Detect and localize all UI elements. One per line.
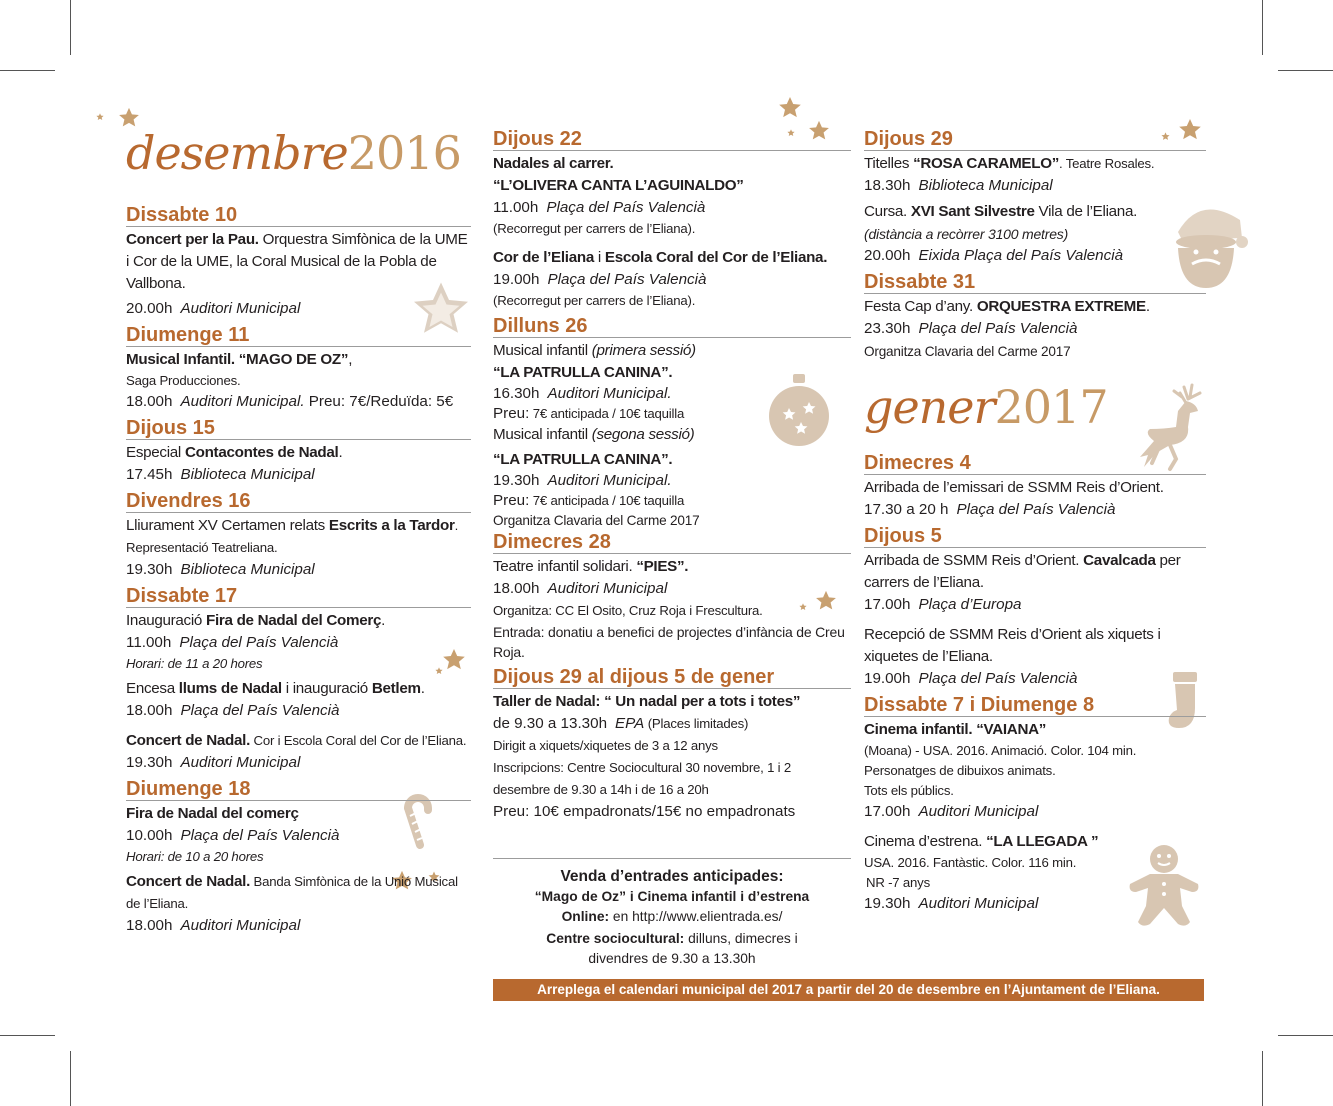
month-name: desembre <box>126 126 348 180</box>
event-subtext: Saga Producciones. <box>126 373 241 388</box>
crop-mark <box>0 70 55 71</box>
event-description <box>864 831 1206 853</box>
day-heading: Dissabte 17 <box>126 585 471 608</box>
event-time <box>864 175 1206 197</box>
event-time <box>864 801 1206 823</box>
event-description <box>493 362 851 384</box>
event-title: Concert de Nadal. <box>126 732 251 749</box>
event-desc: Cor i Escola Coral del Cor de l’Eliana. <box>250 733 467 748</box>
event-description <box>126 442 471 464</box>
event-place: Biblioteca Municipal <box>180 466 315 483</box>
event-description <box>864 550 1206 594</box>
event-entry: Entrada: donatiu a benefici de projectes d’infància de Creu Roja. <box>493 624 845 660</box>
event-hours: Horari: de 10 a 20 hores <box>126 849 264 864</box>
event-description <box>126 229 471 295</box>
event-time <box>493 578 851 600</box>
star-icon <box>96 113 104 121</box>
event-place: Plaça del País Valencià <box>547 271 707 288</box>
event-hour: 11.00h <box>493 199 539 216</box>
event-description <box>126 610 471 632</box>
event-time <box>493 384 851 404</box>
event-description <box>493 424 851 446</box>
event-place: Auditori Municipal. <box>547 385 672 402</box>
centre-hours: dilluns, dimecres i divendres de 9.30 a 13.30h <box>588 931 798 966</box>
day-heading: Diumenge 11 <box>126 324 471 347</box>
event-title: Escrits a la Tardor <box>328 517 455 534</box>
event-punct: . <box>338 444 343 461</box>
event-details: Personatges de dibuixos animats. <box>864 763 1056 778</box>
event-price <box>493 491 851 511</box>
event-time <box>864 499 1206 521</box>
event-hour: 16.30h <box>493 385 540 402</box>
event-description <box>126 730 471 752</box>
event-desc: Musical infantil <box>493 342 592 359</box>
crop-mark <box>1278 70 1333 71</box>
online-label: Online: <box>561 909 610 924</box>
event-title: Nadales al carrer. <box>493 155 614 172</box>
ticket-info-title: Venda d’entrades anticipades: <box>560 868 784 885</box>
event-price <box>493 404 851 424</box>
event-time <box>493 197 851 219</box>
event-time <box>864 594 1206 616</box>
event-description <box>493 247 851 269</box>
day-heading: Dijous 5 <box>864 525 1206 548</box>
event-time <box>126 700 471 722</box>
event-desc: Especial <box>126 444 185 461</box>
event-title: “L’OLIVERA CANTA L’AGUINALDO” <box>493 177 744 194</box>
event-place: Auditori Municipal <box>180 754 301 771</box>
event-time <box>493 269 851 291</box>
event-time <box>126 298 471 320</box>
day-heading: Dissabte 10 <box>126 204 471 227</box>
event-description <box>864 296 1206 318</box>
event-desc: per carrers de l’Eliana. <box>864 552 1181 591</box>
day-heading: Diumenge 18 <box>126 778 471 801</box>
event-title: Fira de Nadal del Comerç <box>206 612 382 629</box>
event-punct: . <box>1145 298 1150 315</box>
event-time <box>126 391 471 413</box>
event-title: ORQUESTRA EXTREME <box>976 298 1146 315</box>
event-description <box>864 201 1206 223</box>
event-desc: Teatre infantil solidari. <box>493 558 637 575</box>
event-hour: 19.00h <box>493 271 540 288</box>
event-time <box>126 559 471 581</box>
event-title: “LA PATRULLA CANINA”. <box>493 364 673 381</box>
event-place: Plaça del País Valencià <box>918 670 1078 687</box>
event-description <box>126 871 471 915</box>
event-time <box>493 471 851 491</box>
month-heading-january <box>864 380 1206 434</box>
event-place: Plaça del País Valencià <box>918 320 1078 337</box>
event-note: (distància a recòrrer 3100 metres) <box>864 226 1069 242</box>
event-place: Auditori Municipal <box>180 917 301 934</box>
price-value: 5€ <box>432 393 454 410</box>
event-session: (segona sessió) <box>591 426 695 443</box>
day-heading: Dijous 22 <box>493 128 851 151</box>
event-place: Auditori Municipal <box>547 580 668 597</box>
event-hour: 11.00h <box>126 634 172 651</box>
event-description <box>493 449 851 471</box>
event-title: Cor de l’Eliana <box>493 249 594 266</box>
event-title: Betlem <box>371 680 421 697</box>
event-desc: Musical infantil <box>493 426 592 443</box>
crop-mark <box>70 1051 71 1106</box>
crop-mark <box>70 0 71 55</box>
month-heading-december <box>126 126 471 180</box>
event-place: Auditori Municipal. <box>180 393 305 410</box>
event-desc: Festa Cap d’any. <box>864 298 977 315</box>
event-description: Recepció de SSMM Reis d’Orient als xiquets i xiquetes de l’Eliana. <box>864 626 1161 665</box>
event-time <box>864 318 1206 340</box>
event-registration: Inscripcions: Centre Sociocultural 30 novembre, 1 i 2 desembre de 9.30 a 14h i de 16 a 20h <box>493 760 791 797</box>
event-hour: 20.00h <box>126 300 173 317</box>
event-desc: Encesa <box>126 680 179 697</box>
price-value: 7€/ <box>345 393 371 410</box>
event-place: Plaça del País Valencià <box>956 501 1116 518</box>
event-description <box>126 515 471 559</box>
event-description: Arribada de l’emissari de SSMM Reis d’Orient. <box>864 479 1164 496</box>
event-note: (Recorregut per carrers de l’Eliana). <box>493 293 696 308</box>
month-name: gener <box>864 380 995 434</box>
event-place: Plaça del País Valencià <box>546 199 706 216</box>
event-desc: Arribada de SSMM Reis d’Orient. <box>864 552 1084 569</box>
day-heading: Dijous 29 al dijous 5 de gener <box>493 666 851 689</box>
event-hour: 17.00h <box>864 803 911 820</box>
event-age: Dirigit a xiquets/xiquetes de 3 a 12 anys <box>493 738 718 753</box>
event-hour: 19.30h <box>864 895 911 912</box>
ticket-info <box>493 866 851 969</box>
month-year: 2016 <box>347 126 461 180</box>
event-punct: . <box>420 680 425 697</box>
event-place: Biblioteca Municipal <box>918 177 1053 194</box>
event-title: Contacontes de Nadal <box>184 444 339 461</box>
event-time <box>864 245 1206 267</box>
event-title: Concert de Nadal. <box>126 873 251 890</box>
event-organizer: Organitza Clavaria del Carme 2017 <box>493 513 700 528</box>
price-value: 7€ anticipada / 10€ taquilla <box>529 406 685 421</box>
event-time <box>864 668 1206 690</box>
event-title: llums de Nadal <box>178 680 282 697</box>
event-hour: 10.00h <box>126 827 173 844</box>
event-hour: 23.30h <box>864 320 911 337</box>
event-time <box>126 752 471 774</box>
day-heading: Dimecres 28 <box>493 531 851 554</box>
december-january-column-3 <box>864 128 1206 915</box>
event-hour: 18.00h <box>493 580 540 597</box>
event-organizer: Organitza: CC El Osito, Cruz Roja i Frescultura. <box>493 603 763 618</box>
event-hour: de 9.30 a 13.30h <box>493 715 608 732</box>
ticket-info-shows: “Mago de Oz” i Cinema infantil i d’estrena <box>534 889 810 904</box>
event-title: Concert per la Pau. <box>126 231 259 248</box>
event-place: Auditori Municipal. <box>547 472 672 489</box>
event-desc: Titelles <box>864 155 914 172</box>
event-audience: Tots els públics. <box>864 783 954 798</box>
event-session: (primera sessió) <box>591 342 696 359</box>
event-time <box>864 893 1206 915</box>
event-description <box>493 691 851 713</box>
event-title: Cavalcada <box>1083 552 1156 569</box>
price-label: Preu: <box>493 803 530 820</box>
event-desc: i <box>594 249 605 266</box>
event-place: EPA <box>615 715 645 732</box>
month-year: 2017 <box>994 380 1108 434</box>
event-place: Auditori Municipal <box>918 895 1039 912</box>
price-value: 7€ anticipada / 10€ taquilla <box>529 493 685 508</box>
ticket-info-line <box>493 887 851 907</box>
day-heading: Dissabte 7 i Diumenge 8 <box>864 694 1206 717</box>
event-title: Escola Coral del Cor de l’Eliana. <box>604 249 828 266</box>
day-heading: Divendres 16 <box>126 490 471 513</box>
event-place: Auditori Municipal <box>918 803 1039 820</box>
event-title: Musical Infantil. “MAGO DE OZ” <box>126 351 349 368</box>
event-desc: Inauguració <box>126 612 206 629</box>
event-desc: Cinema d’estrena. <box>864 833 987 850</box>
divider <box>493 858 851 859</box>
event-details: USA. 2016. Fantàstic. Color. 116 min. <box>864 855 1077 870</box>
event-hour: 18.30h <box>864 177 911 194</box>
ticket-info-online <box>493 907 851 927</box>
event-description <box>493 153 851 175</box>
event-title: XVI Sant Silvestre <box>910 203 1035 220</box>
event-description <box>126 803 471 825</box>
event-hour: 18.00h <box>126 917 173 934</box>
event-desc: . Representació Teatreliana. <box>126 518 459 555</box>
event-title: “LA LLEGADA ” <box>986 833 1099 850</box>
event-hour: 17.30 a 20 h <box>864 501 949 518</box>
event-rating: NR -7 anys <box>866 875 930 890</box>
event-hour: 18.00h <box>126 702 173 719</box>
event-hour: 19.30h <box>126 754 173 771</box>
event-organizer: Organitza Clavaria del Carme 2017 <box>864 344 1071 359</box>
event-time <box>126 915 471 937</box>
event-place: Auditori Municipal <box>180 300 301 317</box>
event-desc: Cursa. <box>864 203 911 220</box>
crop-mark <box>1262 1051 1263 1106</box>
event-hour: 18.00h <box>126 393 173 410</box>
event-description <box>493 556 851 578</box>
event-description <box>493 340 851 362</box>
event-details: (Moana) - USA. 2016. Animació. Color. 104 min. <box>864 743 1137 758</box>
event-hours: Horari: de 11 a 20 hores <box>126 656 263 671</box>
event-description <box>126 678 471 700</box>
day-heading: Dijous 15 <box>126 417 471 440</box>
event-hour: 19.30h <box>126 561 173 578</box>
crop-mark <box>1278 1035 1333 1036</box>
event-description <box>864 153 1206 175</box>
event-title: Fira de Nadal del comerç <box>126 805 299 822</box>
star-icon <box>778 96 802 120</box>
event-desc: . Teatre Rosales. <box>1059 156 1155 171</box>
event-description <box>864 719 1206 741</box>
event-time <box>126 632 471 654</box>
event-desc: Banda Simfònica de la Unió Musical de l’Eliana. <box>126 874 458 911</box>
event-title: “VAIANA” <box>976 721 1047 738</box>
december-column-2 <box>493 128 851 823</box>
event-description <box>493 175 851 197</box>
ticket-info-centre <box>493 929 851 969</box>
online-url: en http://www.elientrada.es/ <box>609 909 783 924</box>
event-place: Biblioteca Municipal <box>180 561 315 578</box>
centre-label: Centre sociocultural: <box>546 931 685 946</box>
event-title: Taller de Nadal: “ Un nadal per a tots i totes” <box>493 693 801 710</box>
event-place: Plaça d’Europa <box>918 596 1022 613</box>
price-label: Preu: <box>493 492 530 509</box>
footer-banner: Arreplega el calendari municipal del 2017 a partir del 20 de desembre en l’Ajuntament de l’Eliana. <box>493 979 1204 1001</box>
crop-mark <box>1262 0 1263 55</box>
event-punct: . <box>381 612 386 629</box>
event-time <box>493 713 851 735</box>
event-hour: 17.45h <box>126 466 173 483</box>
event-place: Plaça del País Valencià <box>180 827 340 844</box>
event-place: Plaça del País Valencià <box>180 702 340 719</box>
event-price <box>493 801 851 823</box>
event-desc: Lliurament XV Certamen relats <box>126 517 329 534</box>
event-punct: , <box>348 351 353 368</box>
day-heading: Dijous 29 <box>864 128 1206 151</box>
event-time <box>126 464 471 486</box>
day-heading: Dissabte 31 <box>864 271 1206 294</box>
event-time <box>126 825 471 847</box>
price-value: 10€ empadronats/15€ no empadronats <box>529 803 796 820</box>
day-heading: Dimecres 4 <box>864 452 1206 475</box>
day-heading: Dilluns 26 <box>493 315 851 338</box>
event-description <box>126 349 471 371</box>
event-title: “LA PATRULLA CANINA”. <box>493 451 673 468</box>
price-label: Reduïda: <box>370 393 433 410</box>
event-title: Cinema infantil. <box>864 721 977 738</box>
event-hour: 17.00h <box>864 596 911 613</box>
event-places: (Places limitades) <box>644 716 749 731</box>
event-hour: 19.00h <box>864 670 911 687</box>
december-column-1 <box>126 126 471 937</box>
event-desc: i inauguració <box>281 680 372 697</box>
event-title: “PIES”. <box>636 558 689 575</box>
event-hour: 19.30h <box>493 472 540 489</box>
event-note: (Recorregut per carrers de l’Eliana). <box>493 221 696 236</box>
crop-mark <box>0 1035 55 1036</box>
price-label: Preu: <box>493 405 530 422</box>
event-place: Eixida Plaça del País Valencià <box>918 247 1124 264</box>
event-desc: Vila de l’Eliana. <box>1034 203 1138 220</box>
event-title: “ROSA CARAMELO” <box>913 155 1060 172</box>
event-place: Plaça del País Valencià <box>179 634 339 651</box>
event-desc: Orquestra Simfònica de la UME i Cor de la UME, la Coral Musical de la Pobla de Vallbona. <box>126 231 468 292</box>
price-label: Preu: <box>304 393 346 410</box>
event-hour: 20.00h <box>864 247 911 264</box>
